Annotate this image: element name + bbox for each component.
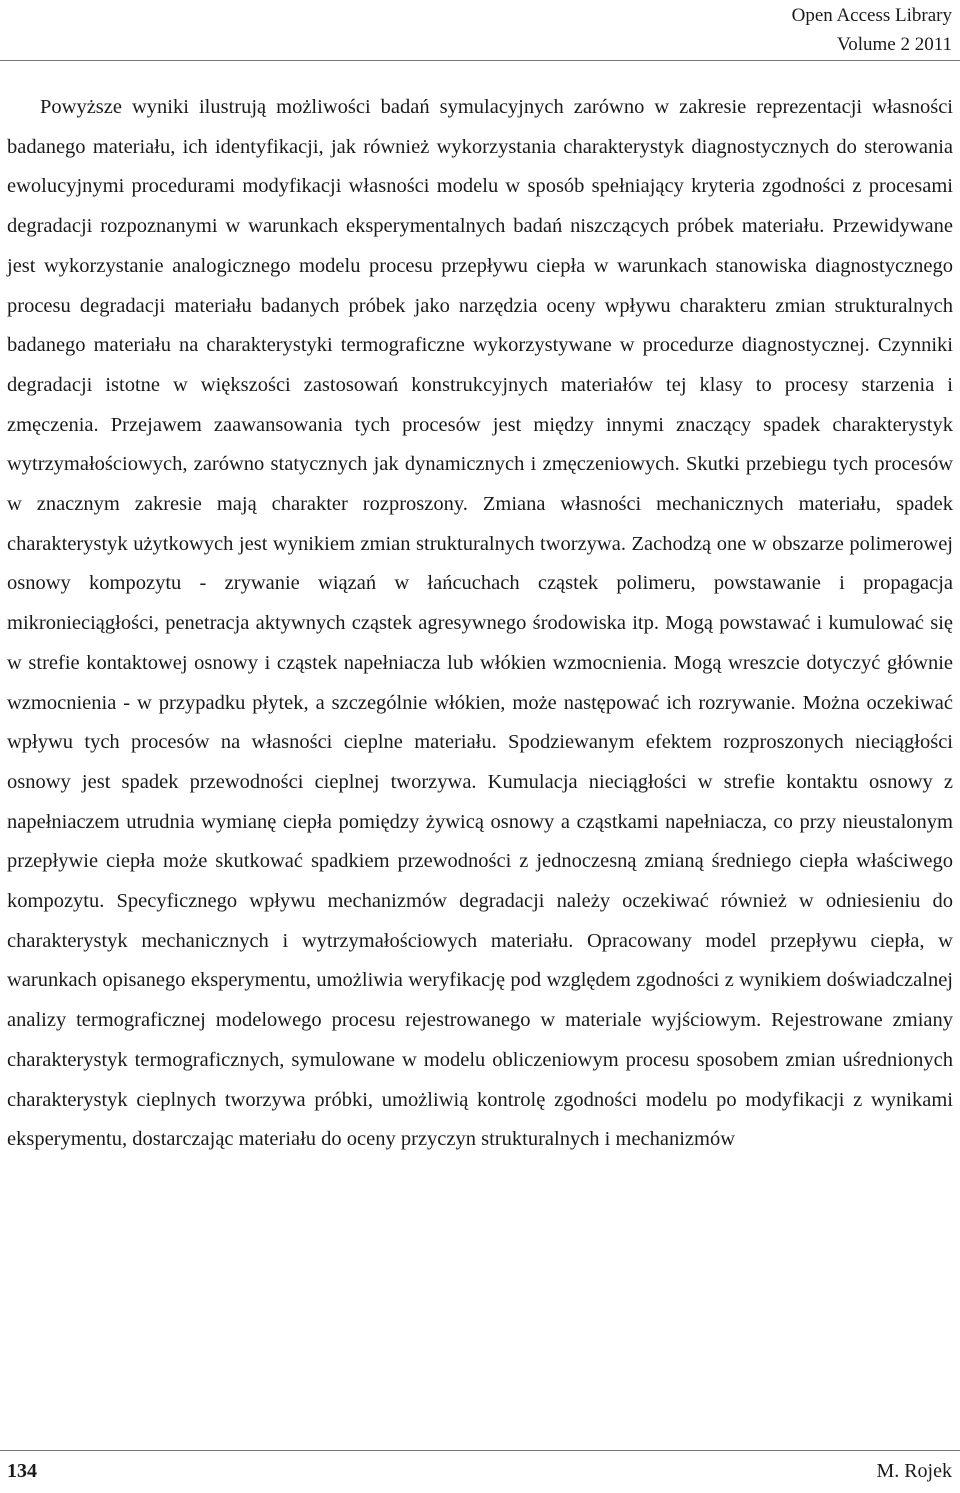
body-text: Powyższe wyniki ilustrują możliwości badań symulacyjnych zarówno w zakresie reprezentacji własności badanego materiału, ich identyfikacji, jak również wykorzystania charakterystyk diagnostycznych do sterowania ewolucyjnymi procedurami modyfikacji własności modelu w sposób spełniający kryteria zgodności z procesami degradacji rozpoznanymi w warunkach eksperymentalnych badań niszczących próbek materiału. Przewidywane jest wykorzystanie analogicznego modelu procesu przepływu ciepła w warunkach stanowiska diagnostycznego procesu degradacji materiału badanych próbek jako narzędzia oceny wpływu charakteru zmian strukturalnych badanego materiału na charakterystyki termograficzne wykorzystywane w procedurze diagnostycznej. Czynniki degradacji istotne w większości zastosowań konstrukcyjnych materiałów tej klasy to procesy starzenia i zmęczenia. Przejawem zaawansowania tych procesów jest między innymi znaczący spadek charakterystyk wytrzymałościowych, zarówno statycznych jak dynamicznych i zmęczeniowych. Skutki przebiegu tych procesów w znacznym zakresie mają charakter rozproszony. Zmiana własności mechanicznych materiału, spadek charakterystyk użytkowych jest wynikiem zmian strukturalnych tworzywa. Zachodzą one w obszarze polimerowej osnowy kompozytu - zrywanie wiązań w łańcuchach cząstek polimeru, powstawanie i propagacja mikronieciągłości, penetracja aktywnych cząstek agresywnego środowiska itp. Mogą powstawać i kumulować się w strefie kontaktowej osnowy i cząstek napełniacza lub włókien wzmocnienia. Mogą wreszcie dotyczyć głównie wzmocnienia - w przypadku płytek, a szczególnie włókien, może następować ich rozrywanie. Można oczekiwać wpływu tych procesów na własności cieplne materiału. Spodziewanym efektem rozproszonych nieciągłości osnowy jest spadek przewodności cieplnej tworzywa. Kumulacja nieciągłości w strefie kontaktu osnowy z napełniaczem utrudnia wymianę ciepła pomiędzy żywicą osnowy a cząstkami napełniacza, co przy nieustalonym przepływie ciepła może skutkować spadkiem przewodności z jednoczesną zmianą średniego ciepła właściwego kompozytu. Specyficznego wpływu mechanizmów degradacji należy oczekiwać również w odniesieniu do charakterystyk mechanicznych i wytrzymałościowych materiału. Opracowany model przepływu ciepła, w warunkach opisanego eksperymentu, umożliwia weryfikację pod względem zgodności z wynikiem doświadczalnej analizy termograficznej modelowego procesu rejestrowanego w materiale wyjściowym. Rejestrowane zmiany charakterystyk termograficznych, symulowane w modelu obliczeniowym procesu sposobem zmian uśrednionych charakterystyk cieplnych tworzywa próbki, umożliwią kontrolę zgodności modelu po modyfikacji z wynikami eksperymentu, dostarczając materiału do oceny przyczyn strukturalnych i mechanizmów <box>7 96 953 1151</box>
page-header <box>0 0 960 61</box>
body-paragraph <box>7 88 953 1160</box>
journal-volume: Volume 2 2011 <box>836 34 952 55</box>
author-name: M. Rojek <box>876 1460 952 1482</box>
page-footer <box>0 1450 960 1493</box>
journal-title: Open Access Library <box>791 5 952 26</box>
page-number: 134 <box>7 1460 37 1482</box>
